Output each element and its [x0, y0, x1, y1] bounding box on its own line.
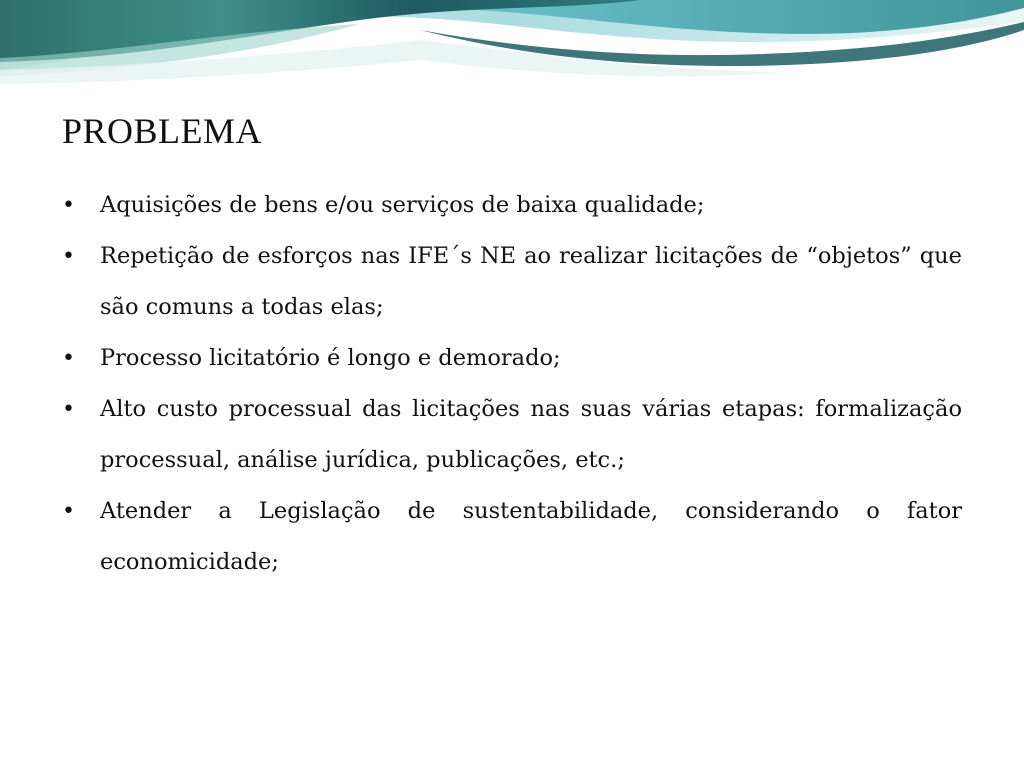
wave-banner-decoration — [0, 0, 1024, 90]
slide-title: PROBLEMA — [62, 111, 263, 151]
bullet-dot-icon: • — [62, 499, 75, 524]
bullet-item — [62, 486, 962, 588]
bullet-dot-icon: • — [62, 244, 75, 269]
bullet-dot-icon: • — [62, 193, 75, 218]
bullet-text: Aquisições de bens e/ou serviços de baixa qualidade; — [100, 192, 705, 218]
bullet-text: Alto custo processual das licitações nas suas várias etapas: formalização processual, análise jurídica, publicações, etc.; — [100, 396, 962, 473]
bullet-text: Atender a Legislação de sustentabilidade, considerando o fator economicidade; — [100, 498, 962, 575]
bullet-dot-icon: • — [62, 397, 75, 422]
bullet-dot-icon: • — [62, 346, 75, 371]
bullet-text: Processo licitatório é longo e demorado; — [100, 345, 561, 371]
bullet-list — [62, 180, 962, 588]
bullet-text: Repetiçãо de esforços nas IFE´s NE ao realizar licitações de “objetos” que são comuns a todas elas; — [100, 243, 962, 320]
bullet-item — [62, 384, 962, 486]
bullet-item — [62, 180, 962, 231]
bullet-item — [62, 333, 962, 384]
bullet-item — [62, 231, 962, 333]
